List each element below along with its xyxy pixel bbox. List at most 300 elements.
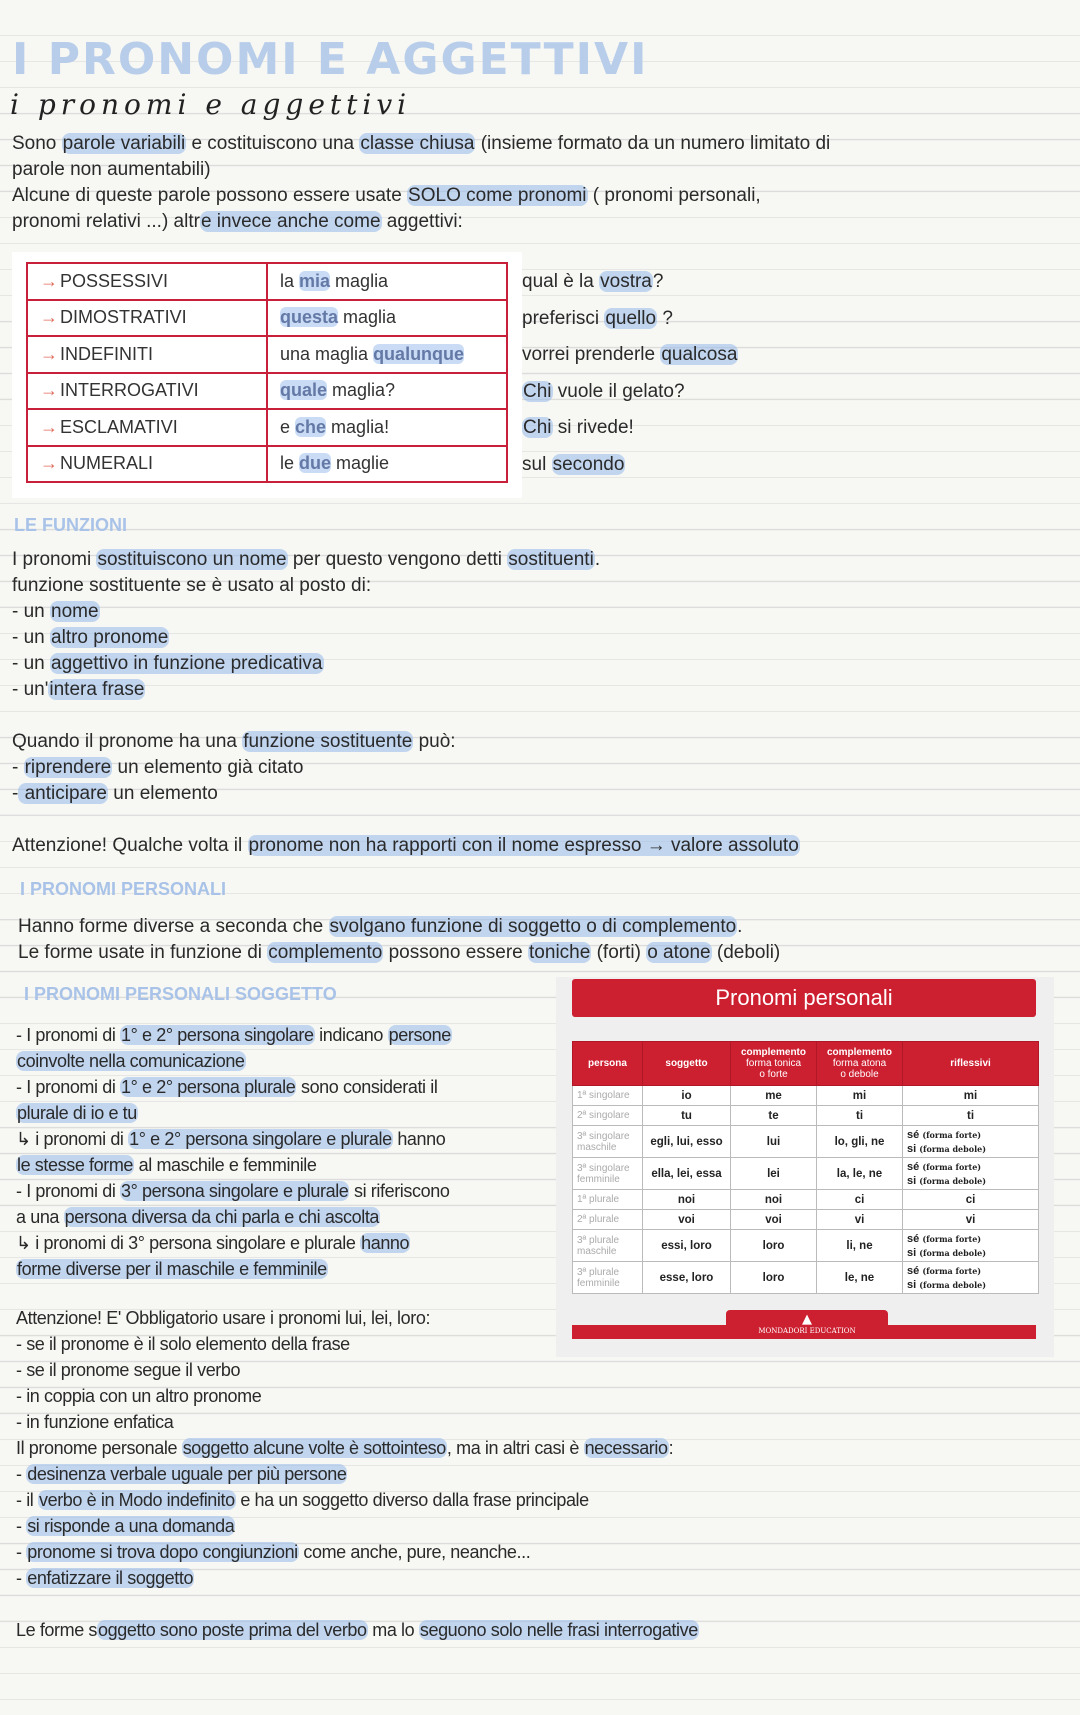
column-header (573, 1042, 643, 1086)
adjective-table (26, 262, 508, 483)
highlighted-text: vostra (600, 271, 652, 292)
text-line (16, 1591, 699, 1617)
riflessivo-line (907, 1232, 1038, 1246)
soggetto-text (16, 1022, 452, 1282)
header-text: riflessivi (950, 1058, 991, 1069)
arrow-right-icon: → (40, 343, 58, 364)
text-line (16, 1152, 452, 1178)
pronoun-cell: me (731, 1086, 817, 1106)
text-segment: . (594, 549, 601, 570)
text-segment: sul (522, 453, 552, 475)
text-segment: si rivede! (552, 417, 634, 438)
adjective-type (27, 409, 267, 446)
highlighted-text: svolgano funzione di soggetto o di complemento (329, 916, 737, 937)
adjective-example (267, 300, 507, 337)
riflessivo: sé (907, 1264, 920, 1277)
text-segment: ? (657, 307, 673, 329)
text-segment: maglie (331, 453, 390, 474)
text-segment: e ha un soggetto diverso dalla frase principale (235, 1490, 589, 1510)
text-segment: maglia (330, 270, 389, 291)
text-line (16, 1565, 699, 1591)
text-segment: ( pronomi personali, (587, 185, 761, 206)
highlighted-text: 1° e 2° persona plurale (121, 1077, 296, 1097)
text-line (16, 1383, 699, 1409)
highlighted-text: enfatizzare il soggetto (27, 1568, 194, 1588)
highlighted-text: quello (605, 307, 657, 329)
highlighted-text: pronome non ha rapporti con il nome espresso → valore assoluto (248, 835, 799, 856)
text-segment: - I pronomi di (16, 1181, 121, 1201)
pronoun-cell: lo, gli, ne (817, 1126, 903, 1158)
text-segment: : (668, 1438, 674, 1458)
adjective-row (27, 409, 507, 446)
text-segment: le (280, 453, 300, 474)
text-segment: e (280, 416, 296, 437)
persona-text: 3ª plurale (577, 1234, 620, 1246)
heading-funzioni: LE FUNZIONI (14, 515, 127, 535)
text-line (12, 573, 800, 599)
text-line (12, 183, 830, 209)
forma-note: (forma debole) (919, 1175, 986, 1186)
highlighted-word: questa (280, 307, 339, 328)
persona-cell (573, 1190, 643, 1210)
pronoun-cell: vi (817, 1210, 903, 1230)
persona-cell (573, 1158, 643, 1190)
text-segment: ↳ i pronomi di (16, 1129, 129, 1149)
text-line (12, 807, 800, 833)
text-segment: Quando il pronome ha una (12, 731, 243, 752)
text-line (12, 547, 800, 573)
highlighted-text: altro pronome (51, 627, 169, 648)
persona-cell (573, 1210, 643, 1230)
type-label: DIMOSTRATIVI (60, 307, 187, 328)
pronoun-cell: essi, loro (643, 1230, 731, 1262)
riflessivo-line (907, 1160, 1038, 1174)
text-segment: - se il pronome è il solo elemento della frase (16, 1334, 350, 1354)
text-segment: - (16, 1464, 27, 1484)
pronoun-cell: le, ne (817, 1262, 903, 1294)
adjective-row (27, 446, 507, 483)
text-line (18, 914, 780, 940)
figure-title: Pronomi personali (572, 979, 1036, 1017)
riflessivo: sé (907, 1128, 920, 1141)
highlighted-text: riprendere (24, 757, 112, 778)
forma-note: (forma forte) (922, 1129, 982, 1140)
highlighted-text: desinenza verbale uguale per più persone (27, 1464, 347, 1484)
pronoun-example (522, 337, 738, 374)
text-line (16, 1230, 452, 1256)
pronoun-cell: mi (817, 1086, 903, 1106)
header-subtext: forma atona (832, 1058, 887, 1069)
text-segment: Attenzione! Qualche volta il (12, 835, 248, 856)
text-line (16, 1461, 699, 1487)
adjective-example (267, 263, 507, 300)
pronoun-cell: noi (643, 1190, 731, 1210)
table-row (573, 1126, 1039, 1158)
highlighted-word: qualunque (373, 343, 465, 364)
text-line (12, 729, 800, 755)
highlighted-text: parole variabili (62, 133, 186, 154)
adjective-type (27, 263, 267, 300)
text-segment: Sono (12, 133, 62, 154)
page-title (8, 36, 1008, 126)
adjective-row (27, 263, 507, 300)
highlighted-text: sostituenti (508, 549, 594, 570)
text-segment: e costituiscono una (186, 133, 360, 154)
pronoun-cell: voi (731, 1210, 817, 1230)
pronoun-cell: lui (731, 1126, 817, 1158)
text-segment: Hanno forme diverse a seconda che (18, 916, 329, 937)
text-segment: . (737, 916, 743, 937)
text-line (16, 1256, 452, 1282)
riflessivo: sé (907, 1232, 920, 1245)
text-segment: ma lo (367, 1620, 419, 1640)
text-segment: può: (413, 731, 456, 752)
highlighted-word: mia (299, 270, 331, 291)
pronoun-examples (522, 264, 738, 483)
text-segment: a una (16, 1207, 64, 1227)
table-row (573, 1158, 1039, 1190)
highlighted-word: che (295, 416, 327, 437)
text-line (16, 1435, 699, 1461)
highlighted-text: si risponde a una domanda (27, 1516, 235, 1536)
text-line (16, 1617, 699, 1643)
text-line (12, 677, 800, 703)
highlighted-text: toniche (529, 942, 591, 963)
highlighted-text: aggettivo in funzione predicativa (51, 653, 323, 674)
adjective-example (267, 373, 507, 410)
text-line (12, 209, 830, 235)
highlighted-text: nome (51, 601, 99, 622)
text-line (12, 755, 800, 781)
text-segment: aggettivi: (381, 211, 463, 232)
persona-text: 2ª plurale (577, 1214, 620, 1225)
riflessivi-cell: ti (903, 1106, 1039, 1126)
text-line (12, 703, 800, 729)
type-label: NUMERALI (60, 453, 154, 474)
title-script: i pronomi e aggettivi (10, 88, 412, 121)
adjective-type (27, 446, 267, 483)
table-row (573, 1106, 1039, 1126)
column-header (903, 1042, 1039, 1086)
highlighted-word: due (299, 453, 332, 474)
text-segment: - un' (12, 679, 49, 700)
riflessivo-line (907, 1174, 1038, 1188)
pronoun-cell: la, le, ne (817, 1158, 903, 1190)
text-segment: (deboli) (711, 942, 781, 963)
arrow-right-icon: → (40, 380, 58, 401)
pronoun-example (522, 301, 738, 338)
riflessivi-cell: mi (903, 1086, 1039, 1106)
text-segment: si riferiscono (349, 1181, 450, 1201)
forma-note: (forma debole) (919, 1279, 986, 1290)
pronoun-cell: ti (817, 1106, 903, 1126)
adjective-example (267, 446, 507, 483)
adjective-example (267, 409, 507, 446)
text-line (12, 599, 800, 625)
text-segment: vuole il gelato? (552, 380, 685, 402)
pronoun-cell: io (643, 1086, 731, 1106)
text-line (16, 1178, 452, 1204)
highlighted-text: o atone (647, 942, 711, 963)
riflessivo-line (907, 1246, 1038, 1260)
header-subtext: forma tonica (745, 1058, 802, 1069)
highlighted-text: funzione sostituente (243, 731, 413, 752)
text-segment: maglia! (326, 416, 390, 437)
pronoun-cell: loro (731, 1262, 817, 1294)
text-segment: - (16, 1542, 27, 1562)
highlighted-text: persone (388, 1025, 451, 1045)
highlighted-text: intera frase (49, 679, 145, 700)
highlighted-word: quale (280, 380, 328, 401)
persona-cell (573, 1230, 643, 1262)
riflessivo-line (907, 1142, 1038, 1156)
text-segment: - in funzione enfatica (16, 1412, 174, 1432)
text-line (12, 131, 830, 157)
text-segment: per questo vengono detti (287, 549, 508, 570)
highlighted-text: seguono solo nelle frasi interrogative (419, 1620, 698, 1640)
persona-text: 1ª singolare (577, 1090, 630, 1101)
highlighted-text: 1° e 2° persona singolare (121, 1025, 314, 1045)
type-label: INTERROGATIVI (60, 380, 199, 401)
text-line (16, 1048, 452, 1074)
text-segment: I pronomi (12, 549, 97, 570)
riflessivo-line (907, 1128, 1038, 1142)
text-segment: ? (652, 271, 664, 292)
highlighted-text: plurale di io e tu (17, 1103, 137, 1123)
text-segment: possono essere (383, 942, 529, 963)
funzioni-text (12, 547, 800, 859)
type-label: ESCLAMATIVI (60, 416, 178, 437)
highlighted-text: SOLO come pronomi (408, 185, 587, 206)
riflessivi-cell: ci (903, 1190, 1039, 1210)
adjective-row (27, 373, 507, 410)
riflessivo: si (907, 1142, 917, 1155)
forma-note: (forma forte) (922, 1265, 982, 1276)
arrow-right-icon: → (40, 416, 58, 437)
text-segment: come anche, pure, neanche... (298, 1542, 531, 1562)
persona-cell (573, 1126, 643, 1158)
pronoun-cell: voi (643, 1210, 731, 1230)
text-segment: parole non aumentabili) (12, 159, 211, 180)
header-text: soggetto (665, 1058, 708, 1069)
forma-note: (forma forte) (922, 1161, 982, 1172)
text-segment: preferisci (522, 307, 605, 329)
persona-text: femminile (577, 1173, 620, 1185)
pronoun-cell: egli, lui, esso (643, 1126, 731, 1158)
highlighted-text: necessario (584, 1438, 668, 1458)
text-segment: (forti) (591, 942, 647, 963)
text-line (12, 651, 800, 677)
forma-note: (forma debole) (919, 1247, 986, 1258)
pronoun-cell: li, ne (817, 1230, 903, 1262)
text-segment: ↳ i pronomi di 3° persona singolare e plurale (16, 1233, 361, 1253)
adjective-example (267, 336, 507, 373)
text-line (16, 1487, 699, 1513)
text-line (12, 157, 830, 183)
persona-text: 3ª plurale (577, 1266, 620, 1278)
text-segment: - un (12, 653, 51, 674)
highlighted-text: Chi (523, 417, 552, 438)
persona-text: 3ª singolare (577, 1162, 630, 1174)
highlighted-text: qualcosa (661, 344, 738, 365)
riflessivi-cell (903, 1230, 1039, 1262)
column-header (817, 1042, 903, 1086)
text-segment: un elemento già citato (112, 757, 304, 778)
persona-text: 1ª plurale (577, 1194, 620, 1205)
text-line (12, 833, 800, 859)
persona-text: maschile (577, 1245, 617, 1257)
type-label: POSSESSIVI (60, 270, 169, 291)
title-print: I PRONOMI E AGGETTIVI (12, 34, 649, 85)
table-row (573, 1210, 1039, 1230)
highlighted-text: oggetto sono poste prima del verbo (98, 1620, 367, 1640)
text-segment: - se il pronome segue il verbo (16, 1360, 241, 1380)
text-segment: maglia (338, 307, 397, 328)
highlighted-text: pronome si trova dopo congiunzioni (27, 1542, 298, 1562)
pronoun-example (522, 374, 738, 411)
text-segment: Le forme usate in funzione di (18, 942, 268, 963)
text-line (16, 1204, 452, 1230)
riflessivo: si (907, 1278, 917, 1291)
pronoun-cell: te (731, 1106, 817, 1126)
pronoun-cell: tu (643, 1106, 731, 1126)
text-segment: al maschile e femminile (134, 1155, 317, 1175)
highlighted-text: hanno (361, 1233, 410, 1253)
riflessivi-cell (903, 1262, 1039, 1294)
persona-text: femminile (577, 1277, 620, 1289)
header-subtext: o debole (840, 1069, 879, 1080)
pronomi-personali-figure (556, 977, 1054, 1357)
pronoun-cell: noi (731, 1190, 817, 1210)
riflessivo-line (907, 1264, 1038, 1278)
pronoun-example (522, 447, 738, 484)
highlighted-text: sostituiscono un nome (97, 549, 287, 570)
intro-text (12, 131, 830, 235)
adjective-row (27, 300, 507, 337)
text-segment: indicano (314, 1025, 388, 1045)
adjective-row (27, 336, 507, 373)
highlighted-text: secondo (552, 453, 625, 475)
text-segment: pronomi relativi ...) altr (12, 211, 200, 232)
text-segment: - un (12, 627, 51, 648)
header-text: persona (588, 1058, 627, 1069)
pronomi-table (572, 1041, 1039, 1294)
text-segment: - I pronomi di (16, 1025, 121, 1045)
persona-cell (573, 1106, 643, 1126)
text-segment: - (12, 757, 24, 778)
table-row (573, 1262, 1039, 1294)
text-line (16, 1022, 452, 1048)
header-subtext: o forte (759, 1069, 788, 1080)
text-segment: - (12, 783, 19, 804)
pronoun-cell: ci (817, 1190, 903, 1210)
text-segment: la (280, 270, 300, 291)
column-header (731, 1042, 817, 1086)
highlighted-text: complemento (268, 942, 383, 963)
highlighted-text: e invece anche come (200, 211, 381, 232)
adjective-type (27, 373, 267, 410)
table-row (573, 1086, 1039, 1106)
text-segment: - (16, 1568, 27, 1588)
persona-cell (573, 1262, 643, 1294)
riflessivi-cell (903, 1126, 1039, 1158)
text-segment: - in coppia con un altro pronome (16, 1386, 262, 1406)
forma-note: (forma forte) (922, 1233, 982, 1244)
riflessivo: si (907, 1174, 917, 1187)
highlighted-text: Chi (523, 380, 552, 402)
text-segment: , ma in altri casi è (446, 1438, 584, 1458)
pronoun-cell: loro (731, 1230, 817, 1262)
arrow-right-icon: → (40, 307, 58, 328)
pronoun-cell: lei (731, 1158, 817, 1190)
text-line (16, 1539, 699, 1565)
pronoun-example (522, 264, 738, 301)
text-segment: qual è la (522, 271, 600, 292)
header-text: complemento (740, 1047, 806, 1058)
highlighted-text: soggetto alcune volte è sottointeso (182, 1438, 446, 1458)
text-segment: - I pronomi di (16, 1077, 121, 1097)
text-segment: (insieme formato da un numero limitato di (475, 133, 831, 154)
arrow-right-icon: → (40, 270, 58, 291)
text-line (16, 1357, 699, 1383)
pronoun-cell: ella, lei, essa (643, 1158, 731, 1190)
riflessivo-line (907, 1278, 1038, 1292)
highlighted-text: verbo è in Modo indefinito (39, 1490, 235, 1510)
text-segment: Alcune di queste parole possono essere usate (12, 185, 408, 206)
highlighted-text: coinvolte nella comunicazione (17, 1051, 245, 1071)
text-segment: - il (16, 1490, 38, 1510)
highlighted-text: forme diverse per il maschile e femminile (17, 1259, 327, 1279)
riflessivo: si (907, 1246, 917, 1259)
text-segment: maglia? (327, 380, 396, 401)
persona-text: maschile (577, 1141, 617, 1153)
highlighted-text: anticipare (19, 783, 107, 804)
highlighted-text: 3° persona singolare e plurale (121, 1181, 349, 1201)
text-segment: un elemento (108, 783, 218, 804)
text-segment: sono considerati il (296, 1077, 438, 1097)
text-line (12, 625, 800, 651)
column-header (643, 1042, 731, 1086)
persona-text: 2ª singolare (577, 1110, 630, 1121)
logo-icon: ▲ (802, 1312, 812, 1327)
persona-text: 3ª singolare (577, 1130, 630, 1142)
text-segment: Le forme s (16, 1620, 98, 1640)
text-line (16, 1513, 699, 1539)
text-segment: - un (12, 601, 51, 622)
heading-soggetto: I PRONOMI PERSONALI SOGGETTO (24, 984, 337, 1004)
text-line (16, 1100, 452, 1126)
personali-text (18, 914, 780, 966)
pronoun-example (522, 410, 738, 447)
text-segment: Il pronome personale (16, 1438, 182, 1458)
text-line (16, 1074, 452, 1100)
text-line (16, 1409, 699, 1435)
text-segment: hanno (392, 1129, 446, 1149)
text-segment: - (16, 1516, 27, 1536)
text-segment: Attenzione! E' Obbligatorio usare i pronomi lui, lei, loro: (16, 1308, 431, 1328)
riflessivo: sé (907, 1160, 920, 1173)
text-segment: una maglia (280, 343, 374, 364)
heading-personali: I PRONOMI PERSONALI (20, 879, 227, 899)
type-label: INDEFINITI (60, 343, 153, 364)
text-line (12, 781, 800, 807)
table-row (573, 1190, 1039, 1210)
text-segment: funzione sostituente se è usato al posto di: (12, 575, 372, 596)
adjective-table-box (12, 252, 522, 498)
table-row (573, 1230, 1039, 1262)
header-text: complemento (826, 1047, 892, 1058)
publisher-name: MONDADORI EDUCATION (758, 1327, 856, 1335)
